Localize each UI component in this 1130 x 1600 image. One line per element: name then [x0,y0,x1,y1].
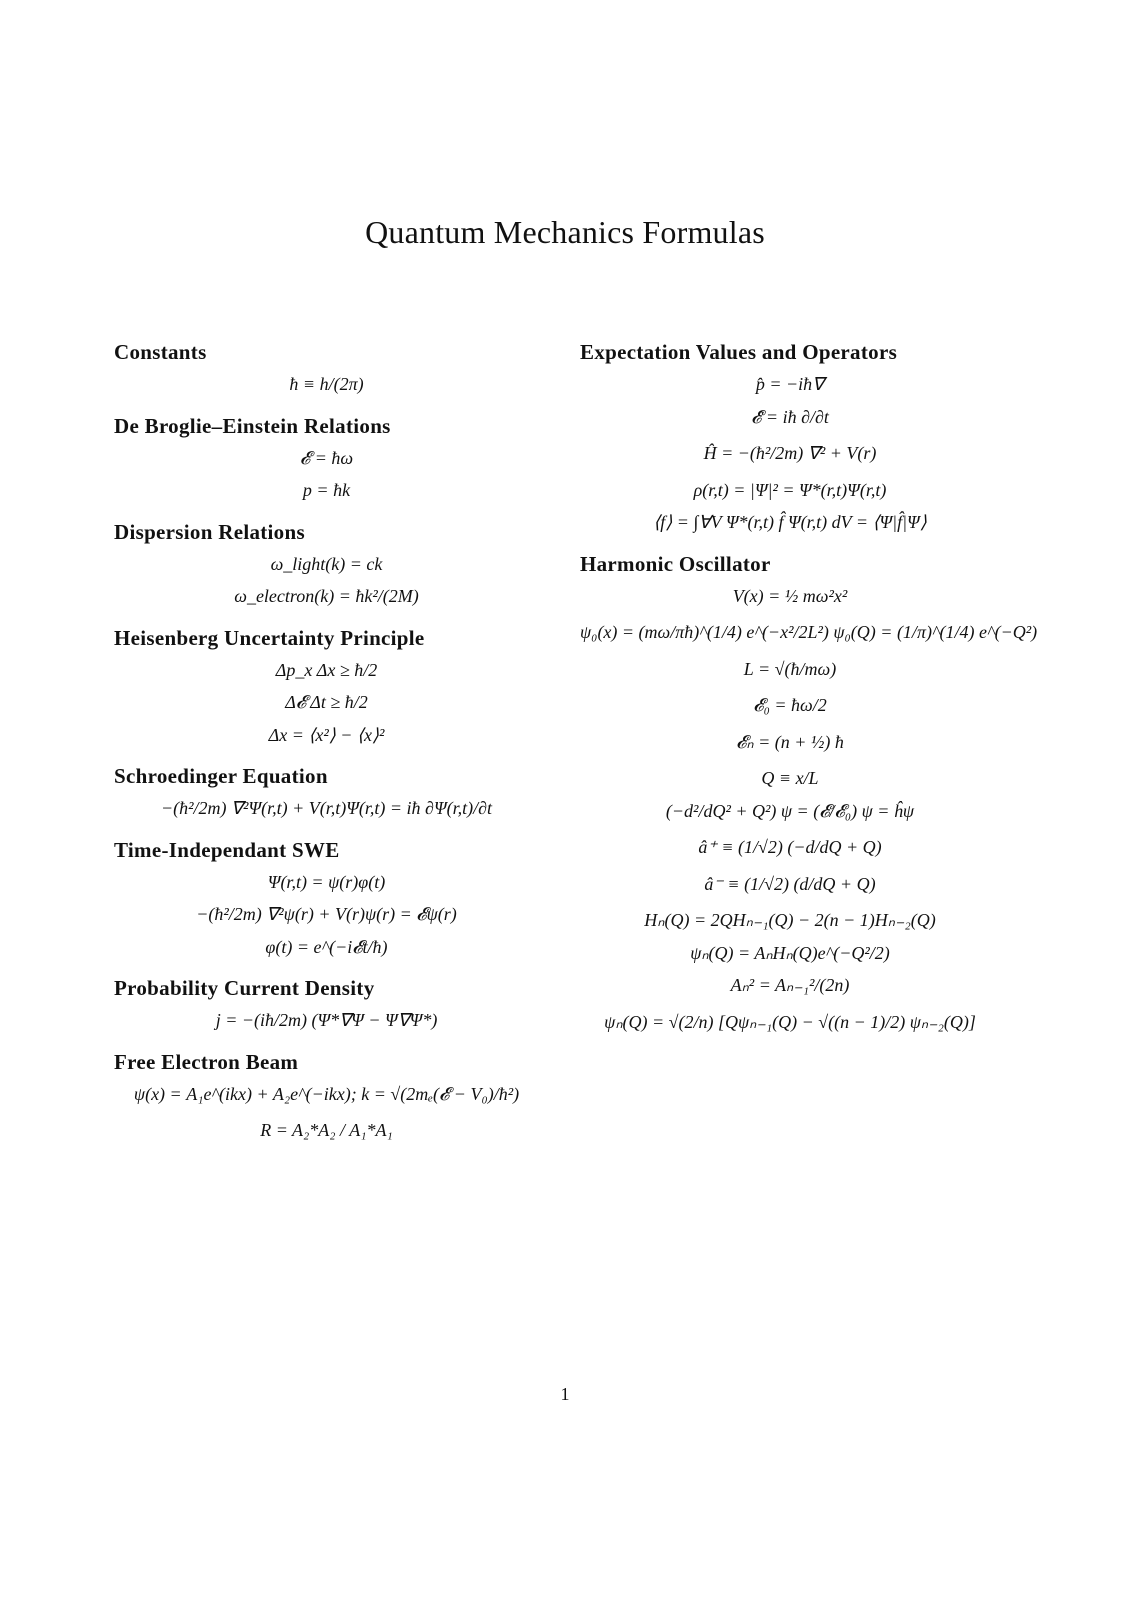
section-heisenberg [114,626,539,747]
equation: Aₙ² = Aₙ₋₁²/(2n) [730,975,850,995]
equation: Q ≡ x/L [761,768,819,788]
section-heading: Time-Independant SWE [114,837,340,862]
equation: ρ(r,t) = |Ψ|² = Ψ*(r,t)Ψ(r,t) [693,479,887,500]
equation: p̂ = −iħ∇ [755,374,825,394]
section-heading: Heisenberg Uncertainty Principle [114,625,425,650]
section-free-electron-beam [114,1050,539,1142]
section-probability-current [114,976,539,1032]
section-heading: De Broglie–Einstein Relations [114,413,391,438]
equation: V(x) = ½ mω²x² [732,585,848,606]
equation: Hₙ(Q) = 2QHₙ₋₁(Q) − 2(n − 1)Hₙ₋₂(Q) [644,910,936,930]
equation: −(ħ²/2m) ∇²Ψ(r,t) + V(r,t)Ψ(r,t) = iħ ∂Ψ(r,t)/∂t [160,798,492,818]
section-heading: Expectation Values and Operators [580,340,898,364]
equation: j = −(iħ/2m) (Ψ*∇Ψ − Ψ∇Ψ*) [215,1010,438,1030]
section-constants [114,340,539,396]
equation: Δp_x Δx ≥ ħ/2 [275,659,378,680]
equation: â⁻ ≡ (1/√2) (d/dQ + Q) [704,873,876,894]
left-column [114,340,539,1160]
section-time-independant-swe [114,838,539,959]
section-heading: Dispersion Relations [114,519,305,544]
equation: L = √(ħ/mω) [743,658,837,679]
equation: ψₙ(Q) = √(2/n) [Qψₙ₋₁(Q) − √((n − 1)/2) ψₙ₋₂(Q)] [604,1011,976,1032]
page-title: Quantum Mechanics Formulas [365,214,765,250]
equation: R = A₂*A₂ / A₁*A₁ [260,1120,393,1140]
equation: â⁺ ≡ (1/√2) (−d/dQ + Q) [698,837,882,857]
equation: ψₙ(Q) = AₙHₙ(Q)e^(−Q²/2) [690,942,890,963]
right-column [580,340,1038,1051]
equation: (−d²/dQ² + Q²) ψ = (𝓔/𝓔₀) ψ = ĥψ [665,800,915,821]
section-heading: Schroedinger Equation [114,764,328,788]
equation: −(ħ²/2m) ∇²ψ(r) + V(r)ψ(r) = 𝓔ψ(r) [196,904,457,924]
section-schroedinger [114,764,539,820]
equation: ψ(x) = A₁e^(ikx) + A₂e^(−ikx); k = √(2mₑ(𝓔 − V₀)/ħ²) [133,1083,520,1104]
equation: ħ ≡ h/(2π) [289,374,364,394]
section-heading: Probability Current Density [114,976,375,1000]
section-heading: Harmonic Oscillator [580,551,771,576]
equation: 𝓔₀ = ħω/2 [753,695,827,715]
section-heading: Constants [114,340,207,364]
equation: Δ𝓔 Δt ≥ ħ/2 [285,692,368,712]
equation: ψ₀(x) = (mω/πħ)^(1/4) e^(−x²/2L²) ψ₀(Q) = (1/π)^(1/4) e^(−Q²) [580,622,1038,642]
section-dispersion-relations [114,520,539,608]
equation: 𝓔ₙ = (n + ½) ħ [736,731,844,752]
equation: p = ħk [302,480,351,500]
section-harmonic-oscillator [580,551,1038,1034]
equation: 𝓔 = ħω [299,447,354,468]
section-heading: Free Electron Beam [114,1049,299,1074]
equation: Ψ(r,t) = ψ(r)φ(t) [267,871,386,892]
section-expectation-values [580,340,1000,534]
equation: Ĥ = −(ħ²/2m) ∇² + V(r) [703,443,877,463]
equation: φ(t) = e^(−i𝓔t/ħ) [265,936,388,957]
equation: ω_electron(k) = ħk²/(2M) [234,586,419,606]
equation: ω_light(k) = ck [270,553,383,574]
section-de-broglie-einstein [114,414,539,502]
equation: 𝓔̂ = iħ ∂/∂t [751,406,829,427]
equation: ⟨f⟩ = ∫∀V Ψ*(r,t) f̂ Ψ(r,t) dV = ⟨Ψ|f̂|Ψ⟩ [653,512,927,532]
page-number: 1 [560,1384,570,1404]
equation: Δx = ⟨x²⟩ − ⟨x⟩² [268,724,385,745]
